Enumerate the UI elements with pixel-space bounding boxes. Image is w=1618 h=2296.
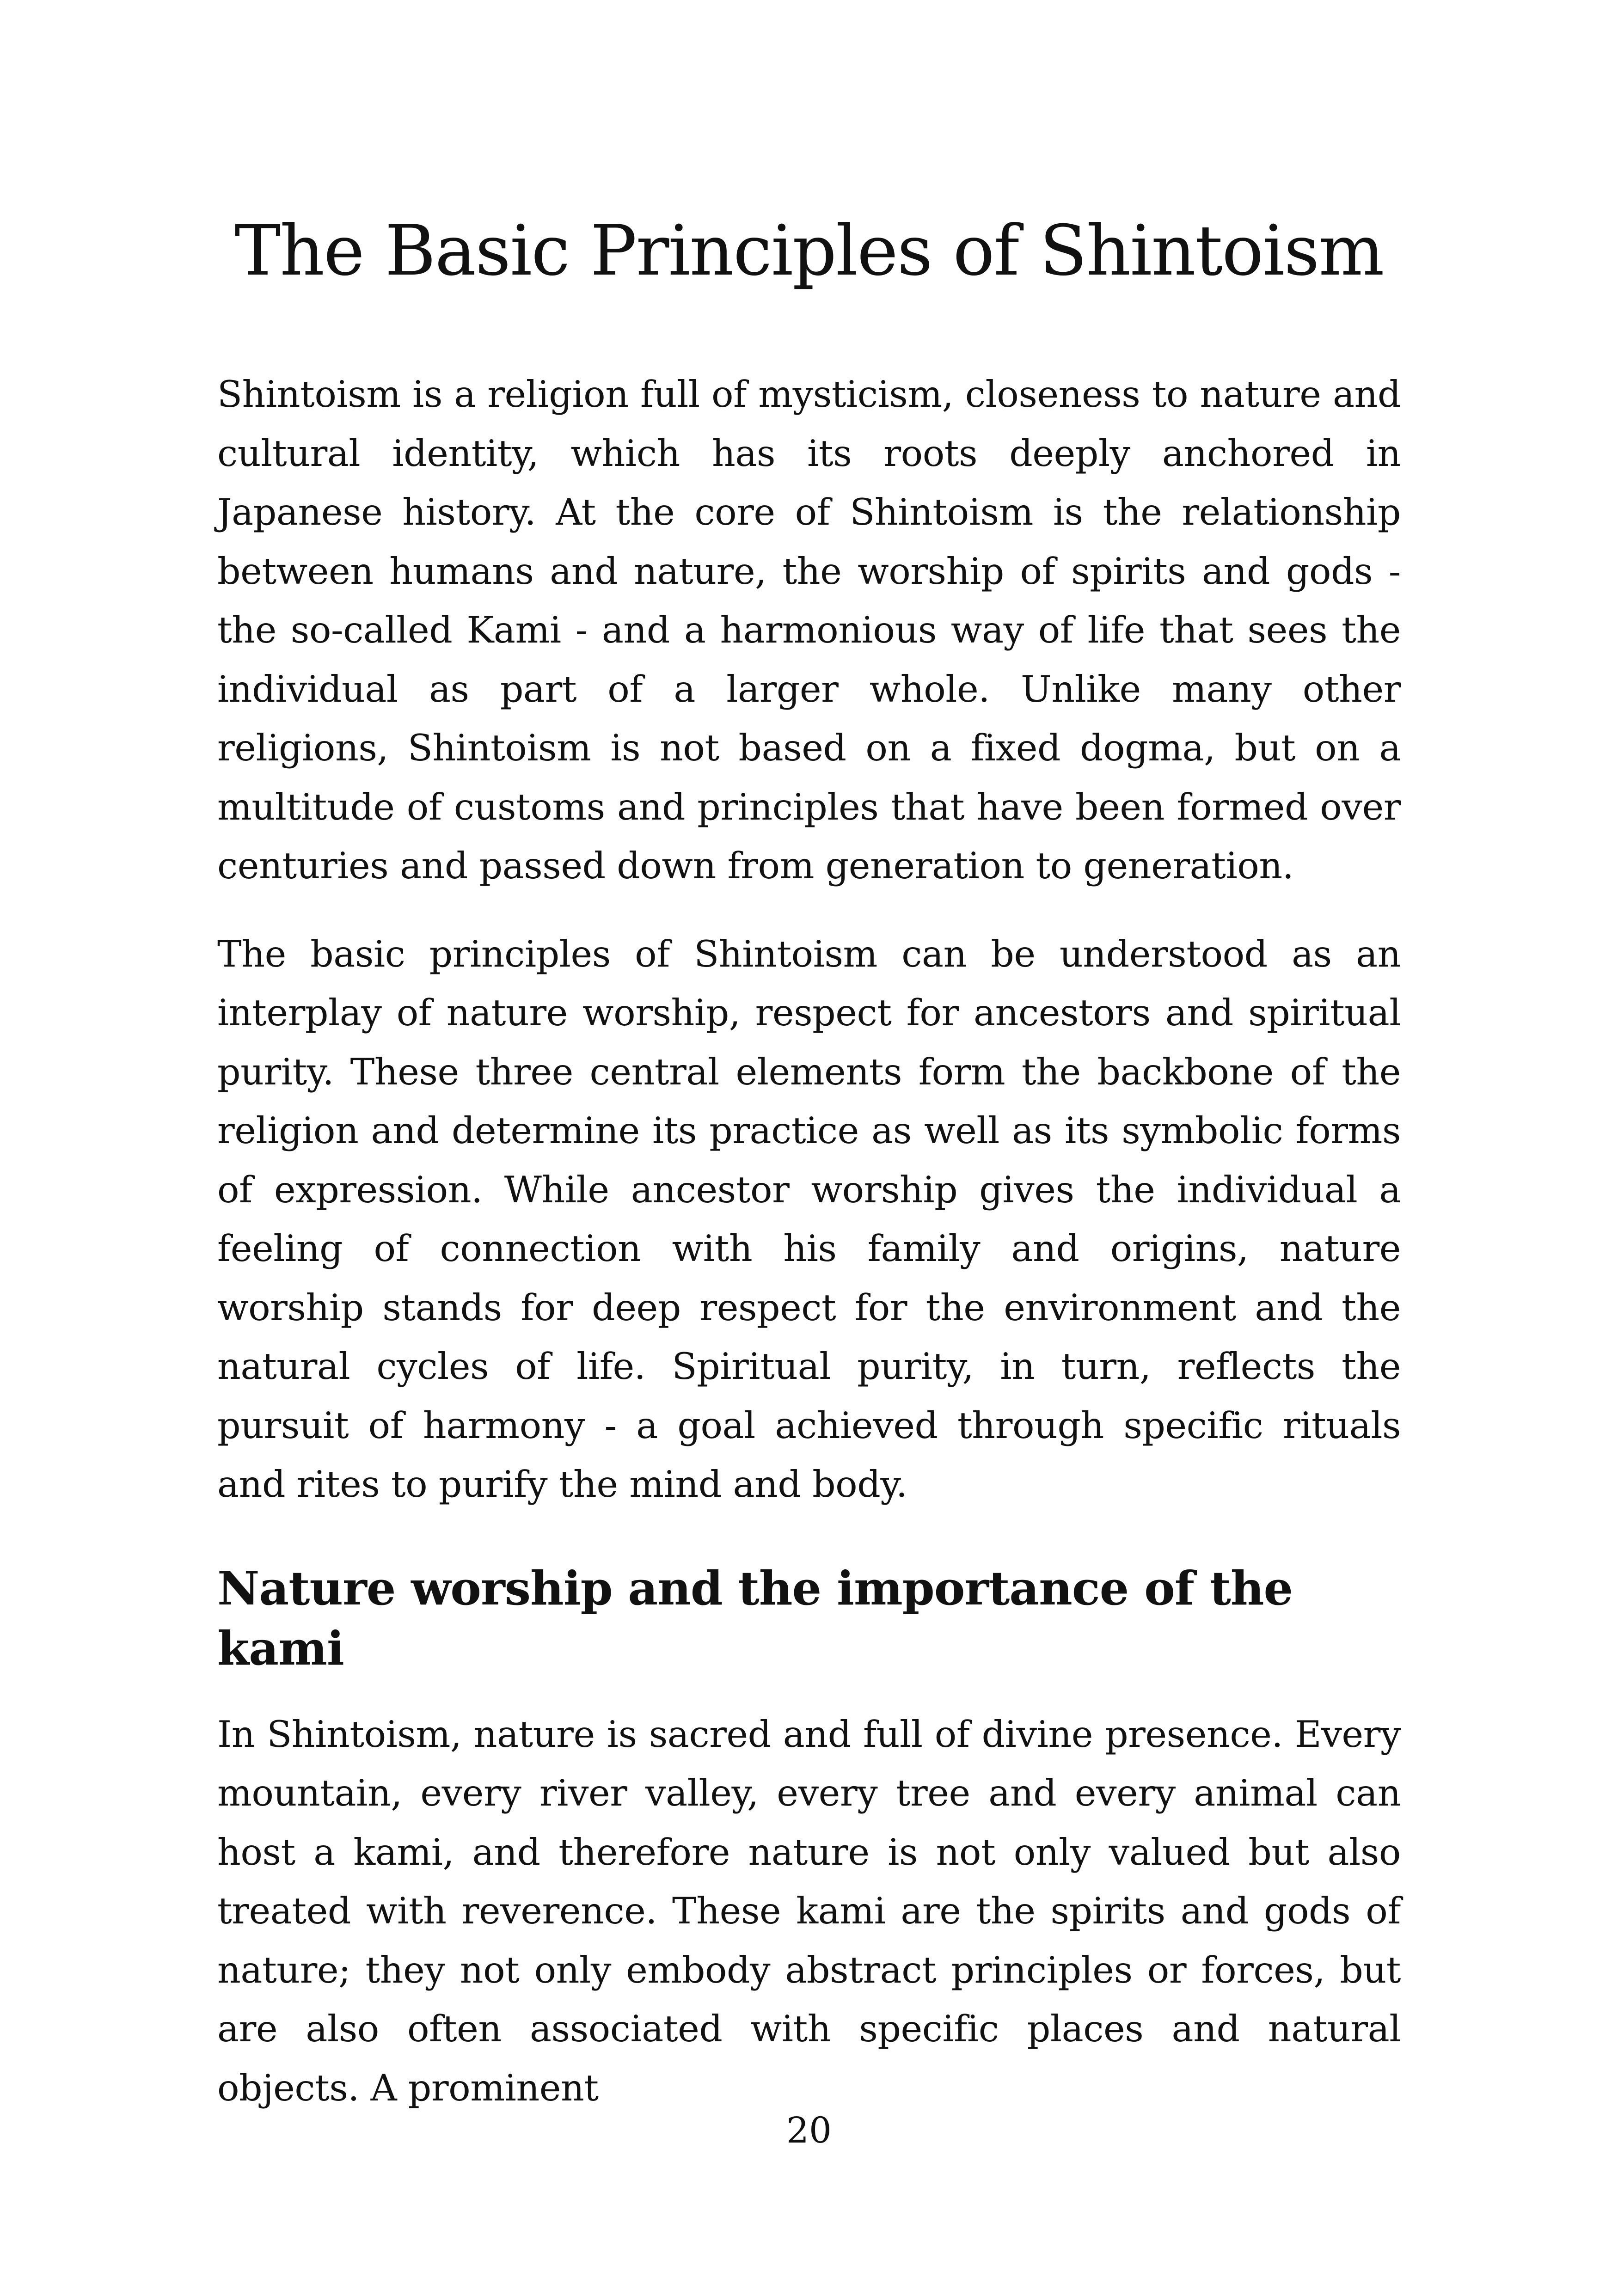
section-heading: Nature worship and the importance of the kami bbox=[217, 1561, 1293, 1676]
page-title: The Basic Principles of Shintoism bbox=[234, 211, 1384, 291]
paragraph-principles: The basic principles of Shintoism can be understood as an interplay of nature worship, respect for ancestors and spiritual purity. These three central elements form the backbone of the religion and determine its practice as well as its symbolic forms of expression. While ancestor worship gives the individual a feeling of connection with his family and origins, nature worship stands for deep respect for the environment and the natural cycles of life. Spiritual purity, in turn, reflects the pursuit of harmony - a goal achieved through specific rituals and rites to purify the mind and body. bbox=[217, 932, 1401, 1506]
paragraph-intro: Shintoism is a religion full of mysticism, closeness to nature and cultural identity, which has its roots deeply anchored in Japanese history. At the core of Shintoism is the relationship between humans and nature, the worship of spirits and gods - the so-called Kami - and a harmonious way of life that sees the individual as part of a larger whole. Unlike many other religions, Shintoism is not based on a fixed dogma, but on a multitude of customs and principles that have been formed over centuries and passed down from generation to generation. bbox=[217, 373, 1401, 887]
body-text bbox=[217, 365, 1401, 2118]
page-number: 20 bbox=[786, 2110, 832, 2151]
paragraph-nature-worship: In Shintoism, nature is sacred and full of divine presence. Every mountain, every river valley, every tree and every animal can host a kami, and therefore nature is not only valued but also treated with reverence. These kami are the spirits and gods of nature; they not only embody abstract principles or forces, but are also often associated with specific places and natural objects. A prominent bbox=[217, 1713, 1401, 2109]
